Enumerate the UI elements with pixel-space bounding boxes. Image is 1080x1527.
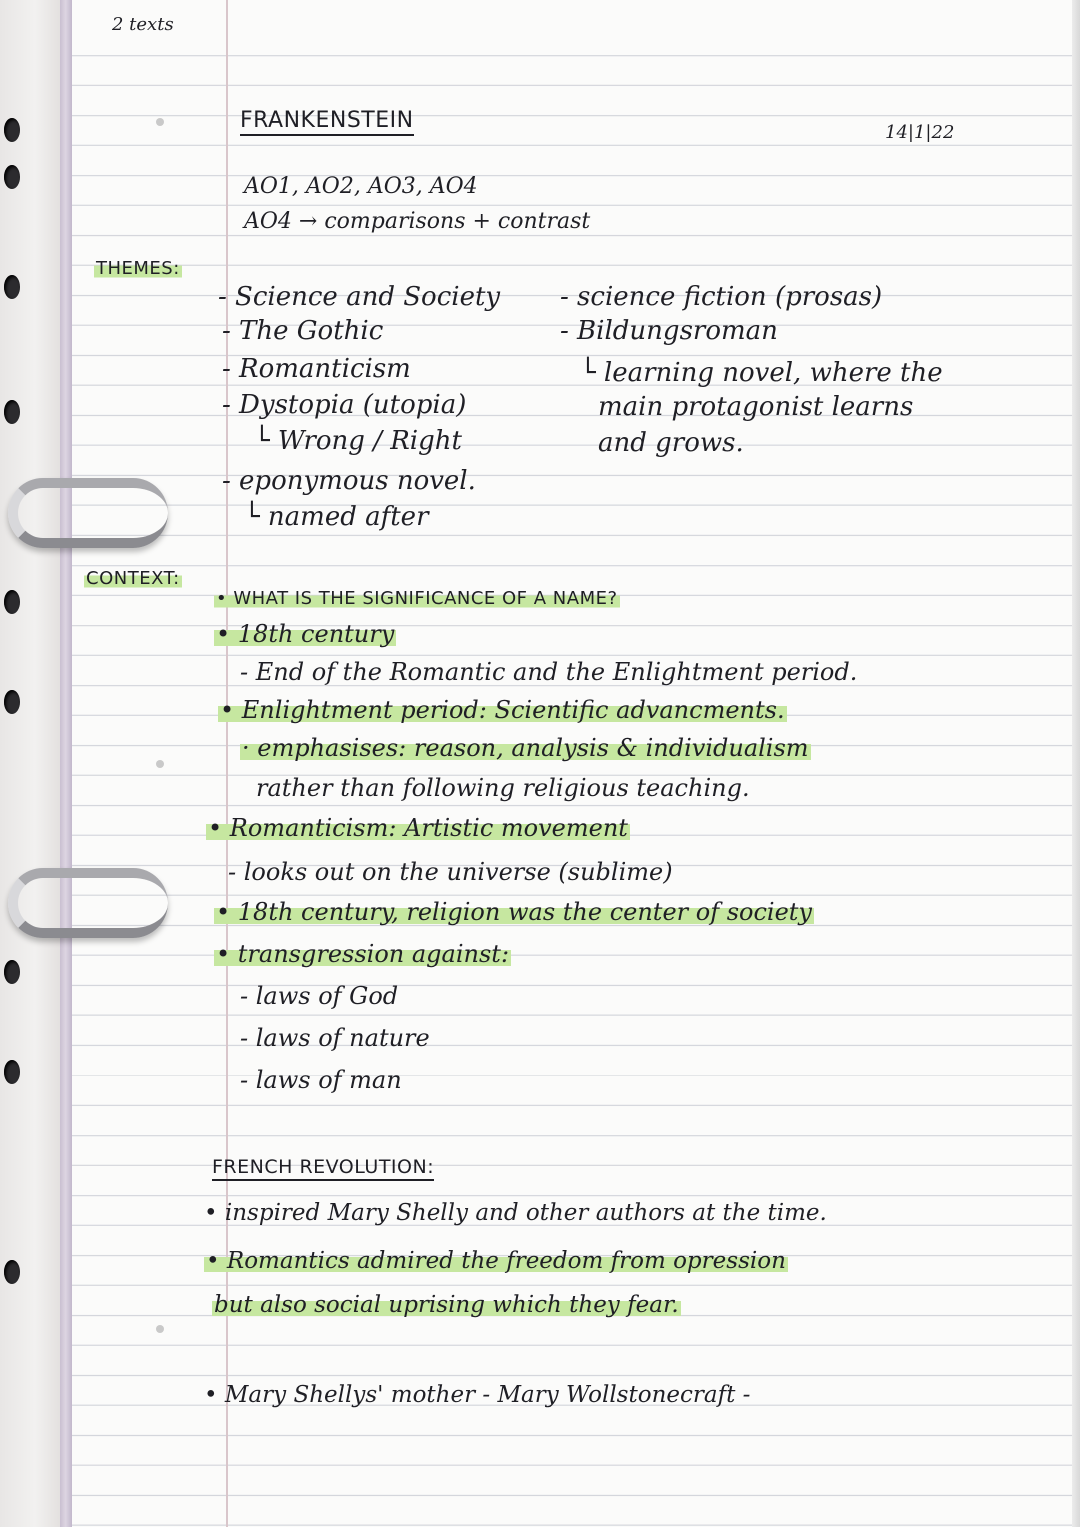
context-line: - End of the Romantic and the Enlightment period. — [240, 658, 858, 686]
context-line: - looks out on the universe (sublime) — [228, 858, 673, 886]
themes-label: THEMES: — [96, 258, 180, 279]
context-line: - laws of God — [240, 982, 399, 1010]
context-line: rather than following religious teaching. — [256, 774, 750, 802]
context-line: - laws of man — [240, 1066, 402, 1094]
date: 14|1|22 — [885, 122, 955, 143]
theme-item-right: main protagonist learns — [598, 392, 914, 422]
french-revolution-line: • Mary Shellys' mother - Mary Wollstonecraft - — [204, 1382, 751, 1408]
binder-ring — [8, 478, 168, 548]
paper-edge — [1072, 0, 1080, 1527]
punch-hole — [156, 760, 164, 768]
punch-hole — [156, 1325, 164, 1333]
punch-hole — [156, 118, 164, 126]
context-line: • Enlightment period: Scientific advancments. — [220, 696, 785, 724]
binder-hole — [4, 275, 20, 299]
page-title: FRANKENSTEIN — [240, 110, 414, 136]
binder-hole — [4, 1060, 20, 1084]
binder-ring — [8, 868, 168, 938]
theme-item: - Science and Society — [218, 282, 501, 312]
theme-item: - Romanticism — [222, 354, 411, 384]
binder-hole — [4, 118, 20, 142]
theme-item-right: - science fiction (prosas) — [560, 282, 883, 312]
theme-item-right: - Bildungsroman — [560, 316, 778, 346]
theme-item: └ named after — [244, 502, 429, 532]
context-line: • 18th century — [216, 620, 395, 648]
theme-item-right: and grows. — [598, 428, 744, 458]
binder-hole — [4, 400, 20, 424]
context-question: • WHAT IS THE SIGNIFICANCE OF A NAME? — [216, 588, 618, 609]
french-revolution-line: • Romantics admired the freedom from opression — [206, 1248, 786, 1274]
theme-item-right: └ learning novel, where the — [580, 358, 943, 388]
context-line: • Romanticism: Artistic movement — [208, 814, 628, 842]
french-revolution-line: but also social uprising which they fear. — [214, 1292, 679, 1318]
binder-hole — [4, 1260, 20, 1284]
context-line: • 18th century, religion was the center of society — [216, 898, 812, 926]
context-label: CONTEXT: — [86, 568, 180, 589]
binder-hole — [4, 165, 20, 189]
french-revolution-title: FRENCH REVOLUTION: — [212, 1158, 434, 1181]
ao4-note: AO4 → comparisons + contrast — [244, 209, 591, 234]
french-revolution-line: • inspired Mary Shelly and other authors at the time. — [204, 1200, 827, 1226]
theme-item: - eponymous novel. — [222, 466, 476, 496]
context-line: · emphasises: reason, analysis & individualism — [242, 734, 809, 762]
assessment-objectives: AO1, AO2, AO3, AO4 — [244, 174, 478, 199]
theme-item: - Dystopia (utopia) — [222, 390, 467, 420]
binder-hole — [4, 590, 20, 614]
corner-note: 2 texts — [112, 14, 174, 35]
theme-item: └ Wrong / Right — [254, 426, 462, 456]
context-line: • transgression against: — [216, 940, 510, 968]
context-line: - laws of nature — [240, 1024, 430, 1052]
binder-hole — [4, 960, 20, 984]
binder-hole — [4, 690, 20, 714]
theme-item: - The Gothic — [222, 316, 384, 346]
